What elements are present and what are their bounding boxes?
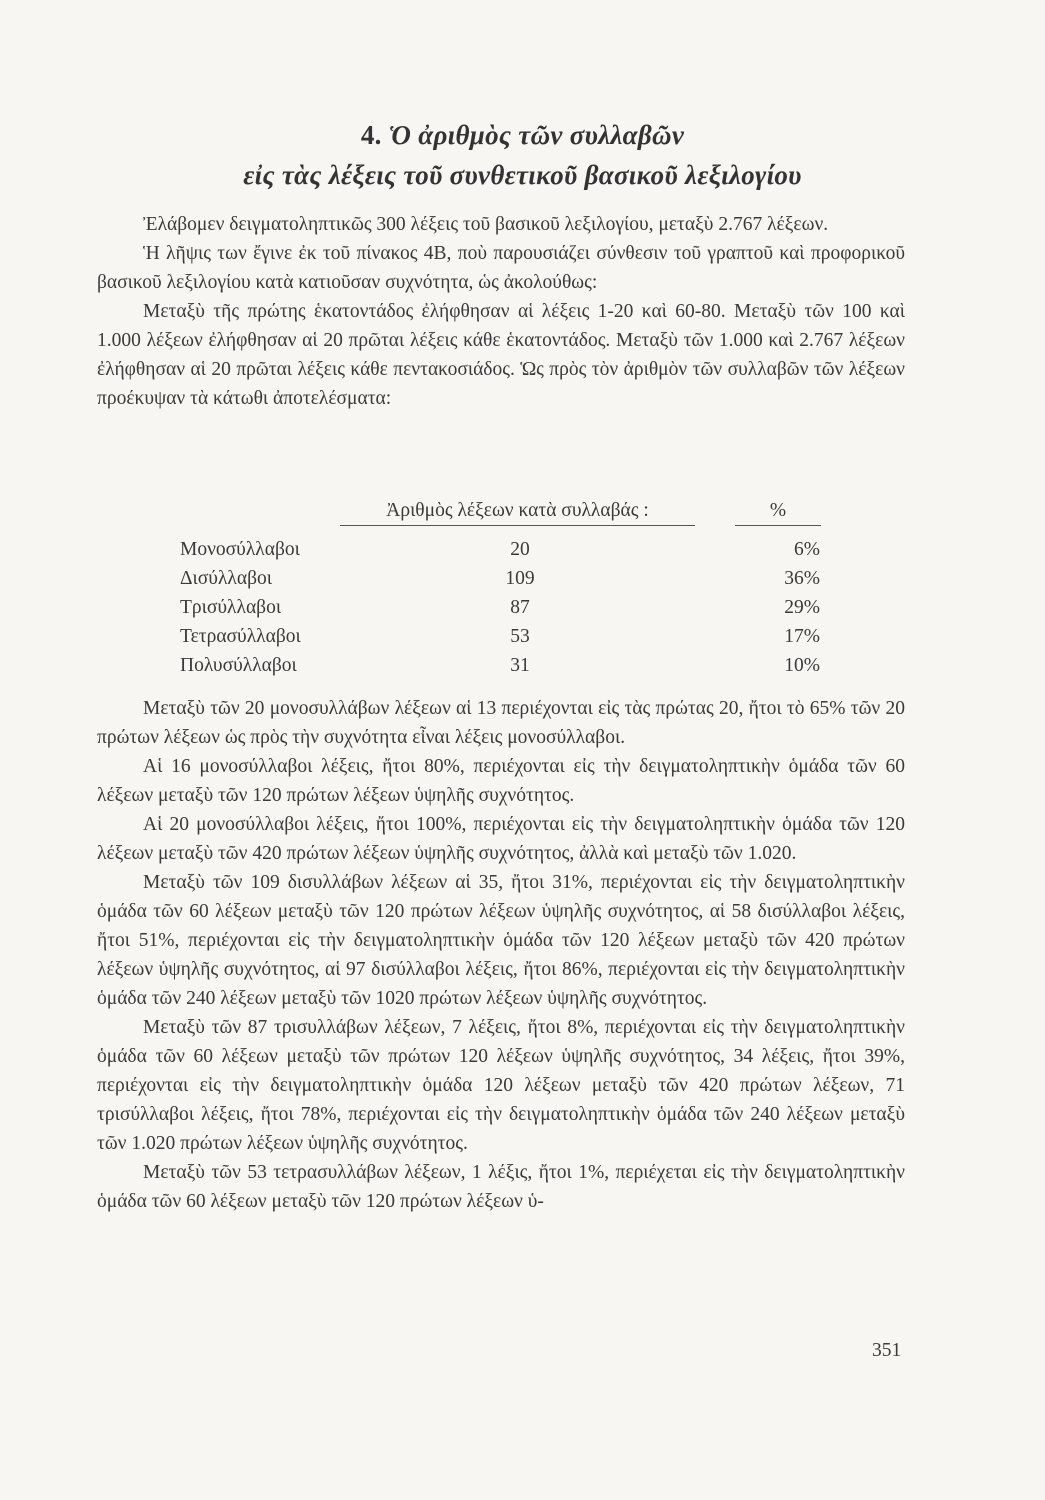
table-row [0, 626, 1045, 655]
table-row [0, 655, 1045, 684]
row-label: Τετρασύλλαβοι [180, 626, 301, 647]
intro-paragraph-2: Ἡ λῆψις των ἔγινε ἐκ τοῦ πίνακος 4Β, ποὺ παρουσιάζει σύνθεσιν τοῦ γραπτοῦ καὶ προφορικοῦ βασικοῦ λεξιλογίου κατὰ κατιοῦσαν συχνότητα, ὡς ἀκολούθως: [97, 243, 905, 293]
row-label: Δισύλλαβοι [180, 568, 272, 589]
row-count: 20 [510, 539, 530, 560]
section-subtitle: εἰς τὰς λέξεις τοῦ συνθετικοῦ βασικοῦ λεξιλογίου [243, 160, 802, 190]
page-number: 351 [872, 1340, 902, 1361]
paragraph: Μεταξὺ τῶν 109 δισυλλάβων λέξεων αἱ 35, ἤτοι 31%, περιέχονται εἰς τὴν δειγματοληπτικὴν ὁμάδα τῶν 60 λέξεων μεταξὺ τῶν 120 πρώτων λέξεων ὑψηλῆς συχνότητος, αἱ 58 δισύλλαβοι λέξεις, ἤτοι 51%, περιέχονται εἰς τὴν δειγματοληπτικὴν ὁμάδα τῶν 120 λέξεων μεταξὺ τῶν 420 πρώτων λέξεων ὑψηλῆς συχνότητος, αἱ 97 δισύλλαβοι λέξεις, ἤτοι 86%, περιέχονται εἰς τὴν δειγματοληπτικὴν ὁμάδα τῶν 240 λέξεων μεταξὺ τῶν 1020 πρώτων λέξεων ὑψηλῆς συχνότητος. [97, 872, 905, 1009]
row-count: 31 [510, 655, 530, 676]
row-count: 109 [505, 568, 535, 589]
row-count: 87 [510, 597, 530, 618]
row-percent: 17% [784, 626, 820, 647]
section-number: 4. [360, 120, 382, 150]
paragraph: Μεταξὺ τῶν 53 τετρασυλλάβων λέξεων, 1 λέξις, ἤτοι 1%, περιέχεται εἰς τὴν δειγματοληπτικὴν ὁμάδα τῶν 60 λέξεων μεταξὺ τῶν 120 πρώτων λέξεων ὑ- [97, 1162, 905, 1212]
table-row [0, 597, 1045, 626]
row-count: 53 [510, 626, 530, 647]
table-header-count: Ἀριθμὸς λέξεων κατὰ συλλαβάς : [340, 500, 695, 526]
row-percent: 10% [784, 655, 820, 676]
paragraph: Μεταξὺ τῶν 20 μονοσυλλάβων λέξεων αἱ 13 περιέχονται εἰς τὰς πρώτας 20, ἤτοι τὸ 65% τῶν 20 πρώτων λέξεων ὡς πρὸς τὴν συχνότητα εἶναι λέξεις μονοσύλλαβοι. [97, 698, 905, 748]
paragraph: Μεταξὺ τῶν 87 τρισυλλάβων λέξεων, 7 λέξεις, ἤτοι 8%, περιέχονται εἰς τὴν δειγματοληπτικὴν ὁμάδα τῶν 60 λέξεων μεταξὺ τῶν πρώτων 120 λέξεων ὑψηλῆς συχνότητος, 34 λέξεις, ἤτοι 39%, περιέχονται εἰς τὴν δειγματοληπτικὴν ὁμάδα 120 λέξεων μεταξὺ τῶν 420 πρώτων λέξεων, 71 τρισύλλαβοι λέξεις, ἤτοι 78%, περιέχονται εἰς τὴν δειγματοληπτικὴν ὁμάδα τῶν 240 λέξεων μεταξὺ τῶν 1.020 πρώτων λέξεων ὑψηλῆς συχνότητος. [97, 1017, 905, 1154]
intro-paragraph-1: Ἐλάβομεν δειγματοληπτικῶς 300 λέξεις τοῦ βασικοῦ λεξιλογίου, μεταξὺ 2.767 λέξεων. [143, 214, 829, 235]
row-label: Μονοσύλλαβοι [180, 539, 300, 560]
intro-text [97, 210, 905, 413]
analysis-text [97, 694, 905, 1216]
section-title [0, 120, 1045, 151]
row-label: Πολυσύλλαβοι [180, 655, 297, 676]
paragraph: Αἱ 20 μονοσύλλαβοι λέξεις, ἤτοι 100%, περιέχονται εἰς τὴν δειγματοληπτικὴν ὁμάδα τῶν 120 λέξεων μεταξὺ τῶν 420 πρώτων λέξεων ὑψηλῆς συχνότητος, ἀλλὰ καὶ μεταξὺ τῶν 1.020. [97, 814, 905, 864]
row-percent: 29% [784, 597, 820, 618]
row-percent: 36% [784, 568, 820, 589]
intro-paragraph-3: Μεταξὺ τῆς πρώτης ἑκατοντάδος ἐλήφθησαν αἱ λέξεις 1-20 καὶ 60-80. Μεταξὺ τῶν 100 καὶ 1.000 λέξεων ἐλήφθησαν αἱ 20 πρῶται λέξεις κάθε ἑκατοντάδος. Μεταξὺ τῶν 1.000 καὶ 2.767 λέξεων ἐλήφθησαν αἱ 20 πρῶται λέξεις κάθε πεντακοσιάδος. Ὡς πρὸς τὸν ἀριθμὸν τῶν συλλαβῶν τῶν λέξεων προέκυψαν τὰ κάτωθι ἀποτελέσματα: [97, 301, 905, 409]
row-label: Τρισύλλαβοι [180, 597, 282, 618]
table-header-percent: % [735, 500, 821, 526]
table-row [0, 539, 1045, 568]
paragraph: Αἱ 16 μονοσύλλαβοι λέξεις, ἤτοι 80%, περιέχονται εἰς τὴν δειγματοληπτικὴν ὁμάδα τῶν 60 λέξεων μεταξὺ τῶν 120 πρώτων λέξεων ὑψηλῆς συχνότητος. [97, 756, 905, 806]
section-title-line1: Ὁ ἀριθμὸς τῶν συλλαβῶν [388, 120, 685, 150]
row-percent: 6% [794, 539, 820, 560]
table-row [0, 568, 1045, 597]
